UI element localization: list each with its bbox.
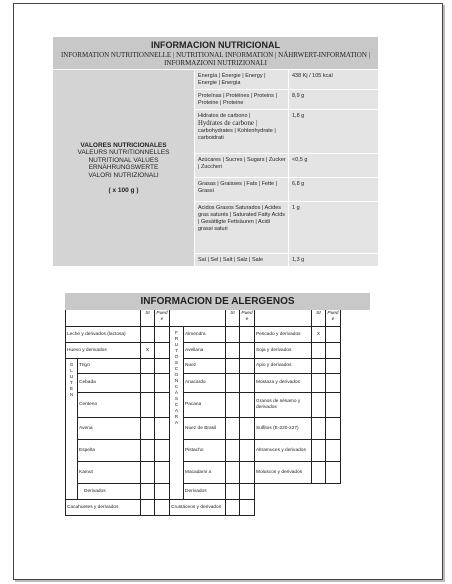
gluten-label: G L U T E N — [66, 359, 78, 500]
allergen-name: Avena — [78, 418, 141, 440]
nutrient-name: Acidos Grasos Saturados | Acides gras saturés | Saturated Fatty Acids | Gesättigte Fettsäuren | Acidi grassi saturi — [195, 202, 289, 254]
allergen-si — [312, 393, 326, 418]
nutrient-name-part: Hydrates de carbone | — [198, 120, 257, 127]
allergen-si — [226, 393, 240, 418]
allergen-pued — [326, 462, 341, 484]
allergen-name: Leche y derivados (lactosa) — [66, 327, 141, 343]
allergen-si — [312, 418, 326, 440]
allergen-pued — [155, 343, 170, 359]
allergen-si — [141, 500, 155, 516]
allergen-pued — [326, 440, 341, 462]
nutrient-value: 1 g — [289, 202, 379, 254]
allergen-si — [141, 393, 155, 418]
nutrient-name-part: Hidratos de carbono | — [198, 113, 251, 119]
allergen-si — [312, 359, 326, 374]
col-header-si: SI — [312, 310, 326, 327]
allergen-name: Moluscos y derivados — [255, 462, 312, 484]
allergen-name: Derivados — [78, 484, 141, 500]
allergen-name: Macadami a — [184, 462, 226, 484]
allergen-name: Pacana — [184, 393, 226, 418]
allergen-si — [141, 374, 155, 393]
allergen-pued — [326, 374, 341, 393]
allergen-name: Trigo — [78, 359, 141, 374]
nutrition-label-line: VALEURS NUTRITIONNELLES — [77, 149, 170, 157]
allergen-pued — [240, 393, 255, 418]
allergen-name: Soja y derivados — [255, 343, 312, 359]
nutrition-subtitle: INFORMATION NUTRITIONNELLE | NUTRITIONAL INFORMATION | NÄHRWERT-INFORMATION | INFORMAZIONI NUTRIZIONALI — [60, 51, 371, 67]
allergen-pued — [240, 484, 255, 500]
nutrient-value: 6,8 g — [289, 178, 379, 202]
allergen-si — [226, 327, 240, 343]
allergen-pued — [326, 327, 341, 343]
allergen-pued — [155, 500, 170, 516]
allergen-si — [312, 343, 326, 359]
allergen-si: X — [312, 327, 326, 343]
nutrient-value: 1,3 g — [289, 254, 379, 267]
allergen-si — [226, 343, 240, 359]
nutrient-name: Proteínas | Protéines | Proteins | Proteine | Proteine — [195, 90, 289, 110]
nutrition-per-unit: ( x 100 g ) — [108, 187, 139, 195]
nutrition-title: INFORMACION NUTRICIONAL — [151, 40, 281, 50]
allergen-si — [226, 462, 240, 484]
nutrient-name: Azúcares | Sucres | Sugars | Zucker | Zuccheri — [195, 154, 289, 178]
allergen-name: Pescado y derivados — [255, 327, 312, 343]
nutrient-value: 438 Kj / 105 kcal — [289, 70, 379, 90]
allergen-si — [226, 484, 240, 500]
allergen-si — [312, 462, 326, 484]
allergen-name: Derivados — [184, 484, 226, 500]
frutos-con-cascara-label: F R U T O S C O N C Á S C A R A — [170, 327, 184, 500]
allergen-name: Espelta — [78, 440, 141, 462]
allergen-name: Cebada — [78, 374, 141, 393]
allergen-pued — [155, 462, 170, 484]
col-header-pued: Pued e — [240, 310, 255, 327]
allergen-pued — [240, 462, 255, 484]
allergen-name: Almendra — [184, 327, 226, 343]
nutrition-header — [53, 37, 379, 70]
nutrition-label-cell — [53, 70, 195, 267]
nutrient-name-part: carbohydrates | Kohlenhydrate | carboidrati — [198, 128, 276, 141]
allergen-name: Nuez de Brasil — [184, 418, 226, 440]
allergen-pued — [326, 393, 341, 418]
allergen-si — [226, 359, 240, 374]
allergen-si — [141, 418, 155, 440]
allergen-pued — [240, 440, 255, 462]
allergen-pued — [155, 327, 170, 343]
allergen-pued — [155, 374, 170, 393]
nutrient-name: Energía | Énergie | Energy | Energie | Energia — [195, 70, 289, 90]
allergen-pued — [155, 440, 170, 462]
allergen-pued — [240, 359, 255, 374]
allergen-pued — [240, 343, 255, 359]
col-header-pued: Pued e — [326, 310, 341, 327]
col-header-pued: Pued e — [155, 310, 170, 327]
allergen-title: INFORMACION DE ALERGENOS — [66, 294, 370, 310]
allergen-pued — [155, 393, 170, 418]
allergen-si — [141, 440, 155, 462]
nutrition-table — [52, 36, 379, 267]
allergen-name: Anacardo — [184, 374, 226, 393]
nutrient-name: Sal | Sel | Salt | Salz | Sale — [195, 254, 289, 267]
nutrient-value: 8,9 g — [289, 90, 379, 110]
allergen-pued — [240, 500, 255, 516]
allergen-name: Nuez — [184, 359, 226, 374]
allergen-name: Kamut — [78, 462, 141, 484]
allergen-si — [312, 374, 326, 393]
allergen-name: Cacahuetes y derivados — [66, 500, 141, 516]
allergen-pued — [326, 418, 341, 440]
allergen-name: Huevo y derivados — [66, 343, 141, 359]
allergen-si — [226, 440, 240, 462]
nutrient-value: <0,5 g — [289, 154, 379, 178]
allergen-name: Mostaza y derivados — [255, 374, 312, 393]
allergen-pued — [240, 374, 255, 393]
allergen-pued — [326, 343, 341, 359]
col-header-si: SI — [141, 310, 155, 327]
col-header-si: SI — [226, 310, 240, 327]
nutrition-label-line: VALORI NUTRIZIONALI — [88, 171, 159, 179]
allergen-si — [226, 500, 240, 516]
allergen-pued — [240, 327, 255, 343]
allergen-name: Centeno — [78, 393, 141, 418]
allergen-si — [141, 484, 155, 500]
allergen-pued — [155, 359, 170, 374]
allergen-si: X — [141, 343, 155, 359]
allergen-si — [226, 418, 240, 440]
allergen-table — [65, 293, 370, 516]
nutrition-label-line: NUTRITIONAL VALUES — [88, 156, 159, 164]
nutrition-label-line: ERNÄHRUNGSWERTE — [88, 164, 159, 172]
allergen-si — [141, 359, 155, 374]
allergen-name: Apio y derivados — [255, 359, 312, 374]
allergen-pued — [240, 418, 255, 440]
allergen-name: Crustáceos y derivados — [170, 500, 226, 516]
allergen-si — [226, 374, 240, 393]
allergen-pued — [155, 484, 170, 500]
nutrient-name: Grasas | Graisses | Fats | Fette | Grassi — [195, 178, 289, 202]
allergen-si — [312, 440, 326, 462]
allergen-si — [141, 327, 155, 343]
allergen-name: Granos de sésamo y derivados — [255, 393, 312, 418]
allergen-pued — [155, 418, 170, 440]
nutrition-label-main: VALORES NUTRICIONALES — [80, 141, 167, 149]
allergen-pued — [326, 359, 341, 374]
allergen-name: Altramuces y derivados — [255, 440, 312, 462]
nutrient-name — [195, 110, 289, 154]
allergen-name: Sulfitos (E-220-227) — [255, 418, 312, 440]
allergen-name: Pistacho — [184, 440, 226, 462]
allergen-si — [141, 462, 155, 484]
allergen-name: Avellana — [184, 343, 226, 359]
nutrient-value: 1,8 g — [289, 110, 379, 154]
